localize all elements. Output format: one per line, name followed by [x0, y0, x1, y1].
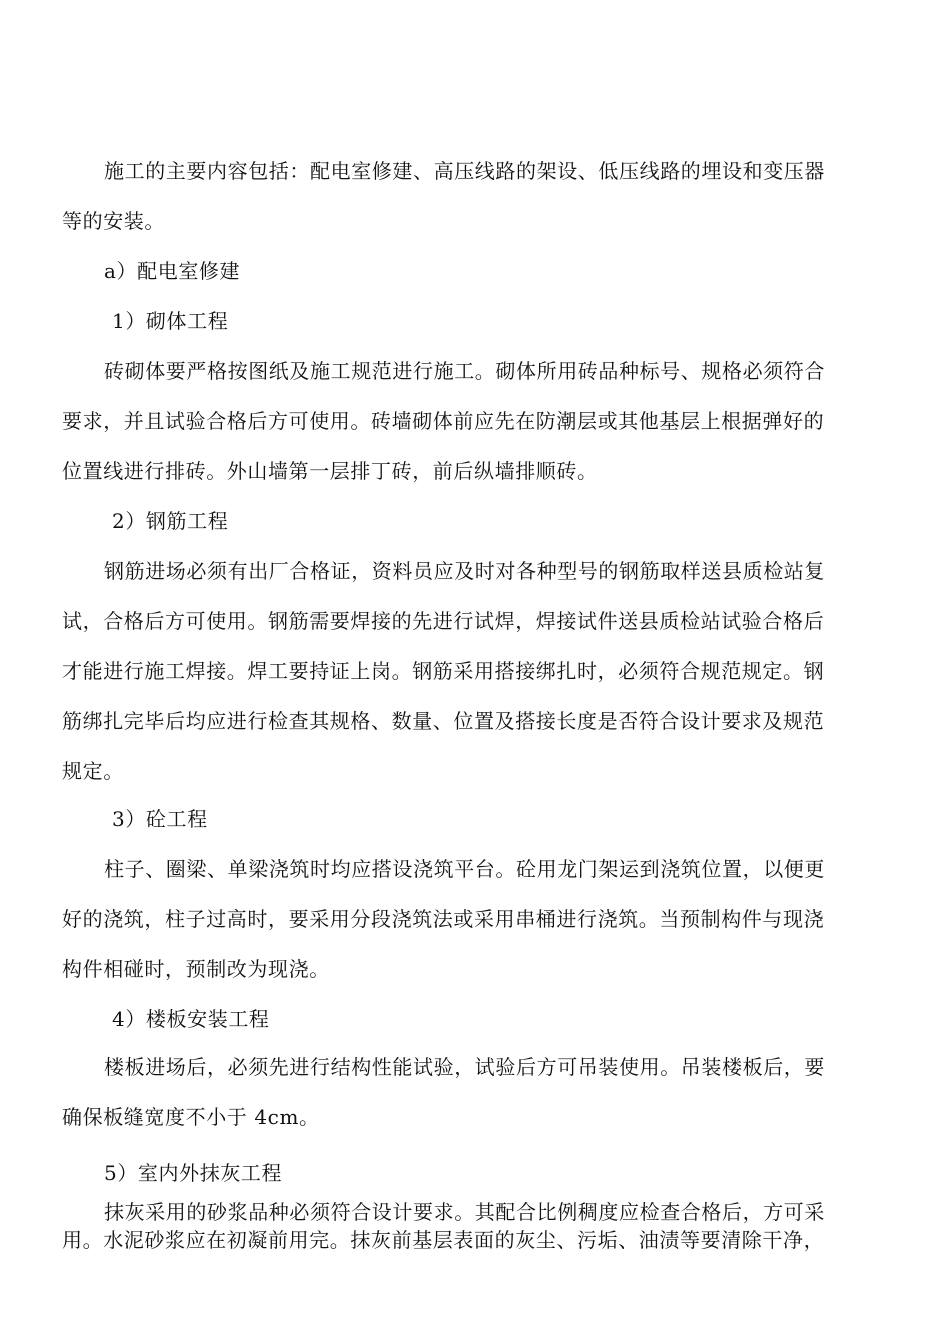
paragraph-line: 确保板缝宽度不小于 4cm。 — [62, 1105, 320, 1129]
paragraph-line: 钢筋进场必须有出厂合格证，资料员应及时对各种型号的钢筋取样送县质检站复 — [104, 559, 825, 583]
subsection-heading-4: 4）楼板安装工程 — [112, 1007, 270, 1031]
paragraph-line: 筋绑扎完毕后均应进行检查其规格、数量、位置及搭接长度是否符合设计要求及规范 — [62, 709, 825, 733]
paragraph-line: 试，合格后方可使用。钢筋需要焊接的先进行试焊，焊接试件送县质检站试验合格后 — [62, 609, 825, 633]
paragraph-floor-slab — [62, 1042, 888, 1142]
subsection-heading-2: 2）钢筋工程 — [112, 509, 229, 533]
paragraph-line: 抹灰采用的砂浆品种必须符合设计要求。其配合比例稠度应检查合格后，方可采 — [104, 1200, 825, 1224]
paragraph-line: 构件相碰时，预制改为现浇。 — [62, 957, 330, 981]
paragraph-rebar — [62, 546, 888, 796]
paragraph-line: 施工的主要内容包括：配电室修建、高压线路的架设、低压线路的埋设和变压器 — [104, 159, 825, 183]
paragraph-line: 柱子、圈梁、单梁浇筑时均应搭设浇筑平台。砼用龙门架运到浇筑位置，以便更 — [104, 857, 825, 881]
paragraph-line: 位置线进行排砖。外山墙第一层排丁砖，前后纵墙排顺砖。 — [62, 459, 598, 483]
paragraph-line: 砖砌体要严格按图纸及施工规范进行施工。砌体所用砖品种标号、规格必须符合 — [104, 359, 825, 383]
subsection-heading-3: 3）砼工程 — [112, 807, 208, 831]
subsection-heading-1: 1）砌体工程 — [112, 309, 229, 333]
subsection-heading-5: 5）室内外抹灰工程 — [104, 1161, 283, 1185]
paragraph-line: 要求，并且试验合格后方可使用。砖墙砌体前应先在防潮层或其他基层上根据弹好的 — [62, 409, 825, 433]
paragraph-plastering — [62, 1198, 888, 1254]
paragraph-line: 楼板进场后，必须先进行结构性能试验，试验后方可吊装使用。吊装楼板后，要 — [104, 1055, 825, 1079]
section-heading-a: a）配电室修建 — [104, 259, 241, 283]
paragraph-line: 用。水泥砂浆应在初凝前用完。抹灰前基层表面的灰尘、污垢、油渍等要清除干净， — [62, 1228, 825, 1252]
paragraph-line: 等的安装。 — [62, 209, 165, 233]
paragraph-line: 才能进行施工焊接。焊工要持证上岗。钢筋采用搭接绑扎时，必须符合规范规定。钢 — [62, 659, 825, 683]
paragraph-masonry — [62, 346, 888, 496]
paragraph-concrete — [62, 844, 888, 994]
paragraph-line: 规定。 — [62, 759, 124, 783]
intro-paragraph — [62, 146, 888, 246]
paragraph-line: 好的浇筑，柱子过高时，要采用分段浇筑法或采用串桶进行浇筑。当预制构件与现浇 — [62, 907, 825, 931]
